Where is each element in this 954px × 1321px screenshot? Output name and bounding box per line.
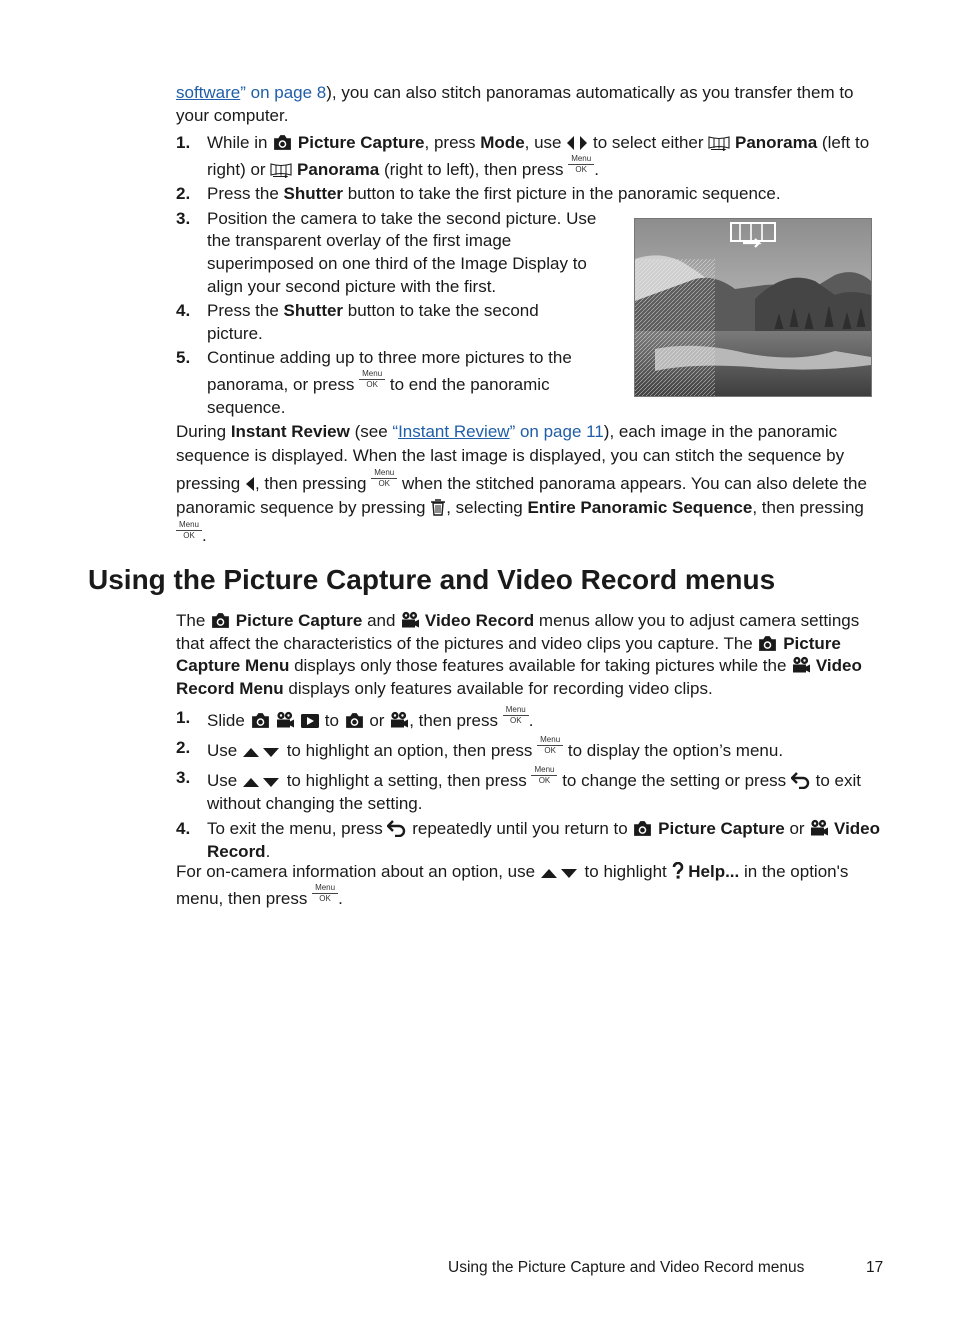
menu-ok-icon: Menu OK: [503, 706, 529, 725]
step-5: 5. Continue adding up to three more pictures to the panorama, or press Menu OK to end the panoramic sequence.: [176, 348, 572, 417]
help-question-icon: [672, 862, 684, 880]
menus-intro-paragraph: The Picture Capture and Video Record menus allow you to adjust camera settings that affect the characteristics of the pictures and video clips you capture. The Picture Capture Menu displays only those features available for taking pictures while the Video Record Menu displays only features available for recording video clips.: [176, 611, 862, 698]
step-4: 4. Press the Shutter button to take the second picture.: [176, 301, 539, 343]
camera-icon: [250, 712, 271, 729]
panorama-right-to-left-icon: [270, 162, 292, 178]
menu-step-1: 1. Slide to or , then press Menu OK .: [176, 705, 534, 730]
camera-icon: [632, 820, 653, 837]
trash-icon: [430, 498, 446, 516]
instant-review-paragraph: During Instant Review (see “Instant Review” on page 11), each image in the panoramic sequence is displayed. When the last image is displayed, you can stitch the sequence by pressing , then pressing Menu OK when the stitched panorama appears. You can also delete the panoramic sequence by pressing , selecting Entire Panoramic Sequence, then pressing Menu OK .: [176, 422, 867, 545]
menu-ok-icon: Menu OK: [531, 766, 557, 785]
back-arrow-icon: [387, 819, 407, 837]
menu-ok-icon: Menu OK: [312, 884, 338, 903]
menu-ok-icon: Menu OK: [371, 469, 397, 488]
playback-icon: [300, 713, 320, 729]
video-camera-icon: [275, 711, 295, 729]
up-down-arrows-icon: [242, 745, 282, 759]
menu-step-2: 2. Use to highlight an option, then press Menu OK to display the option’s menu.: [176, 735, 784, 760]
camera-icon: [210, 612, 231, 629]
left-arrow-icon: [245, 476, 255, 492]
camera-icon: [272, 134, 293, 151]
help-paragraph: For on-camera information about an option, use to highlight Help... in the option's menu, then press Menu OK .: [176, 862, 849, 909]
video-camera-icon: [400, 611, 420, 629]
step-2: 2. Press the Shutter button to take the first picture in the panoramic sequence.: [176, 184, 781, 204]
camera-icon: [757, 635, 778, 652]
software-link[interactable]: software” on page 8: [176, 83, 327, 102]
instant-review-link[interactable]: “Instant Review” on page 11: [392, 422, 604, 441]
left-right-arrows-icon: [566, 135, 588, 151]
up-down-arrows-icon: [242, 775, 282, 789]
menu-steps: [176, 706, 888, 865]
page-number: 17: [866, 1259, 884, 1276]
menu-step-4: 4. To exit the menu, press repeatedly until you return to Picture Capture or Video Record.: [176, 819, 881, 861]
menu-ok-icon: Menu OK: [537, 736, 563, 755]
step-1: 1. While in Picture Capture, press Mode, use to select either Panorama (left to right) or Panorama (right to left), then press Menu OK .: [176, 133, 870, 179]
video-camera-icon: [809, 819, 829, 837]
back-arrow-icon: [791, 771, 811, 789]
footer-title: Using the Picture Capture and Video Record menus: [448, 1259, 805, 1276]
menu-ok-icon: Menu OK: [359, 370, 385, 389]
menu-ok-icon: Menu OK: [176, 521, 202, 540]
video-camera-icon: [389, 711, 409, 729]
up-down-arrows-icon: [540, 866, 580, 880]
menu-ok-icon: Menu OK: [568, 155, 594, 174]
menu-step-3: 3. Use to highlight a setting, then press Menu OK to change the setting or press to exit without changing the setting.: [176, 765, 861, 813]
step-3: 3. Position the camera to take the second picture. Use the transparent overlay of the first image superimposed on one third of the Image Display to align your second picture with the first.: [176, 208, 597, 296]
panorama-sample-photo: [634, 218, 872, 397]
panorama-left-to-right-icon: [708, 135, 730, 151]
section-heading: Using the Picture Capture and Video Record menus: [88, 564, 776, 595]
intro-paragraph: software” on page 8), you can also stitch panoramas automatically as you transfer them to your computer.: [176, 83, 854, 125]
video-camera-icon: [791, 656, 811, 674]
camera-icon: [344, 712, 365, 729]
